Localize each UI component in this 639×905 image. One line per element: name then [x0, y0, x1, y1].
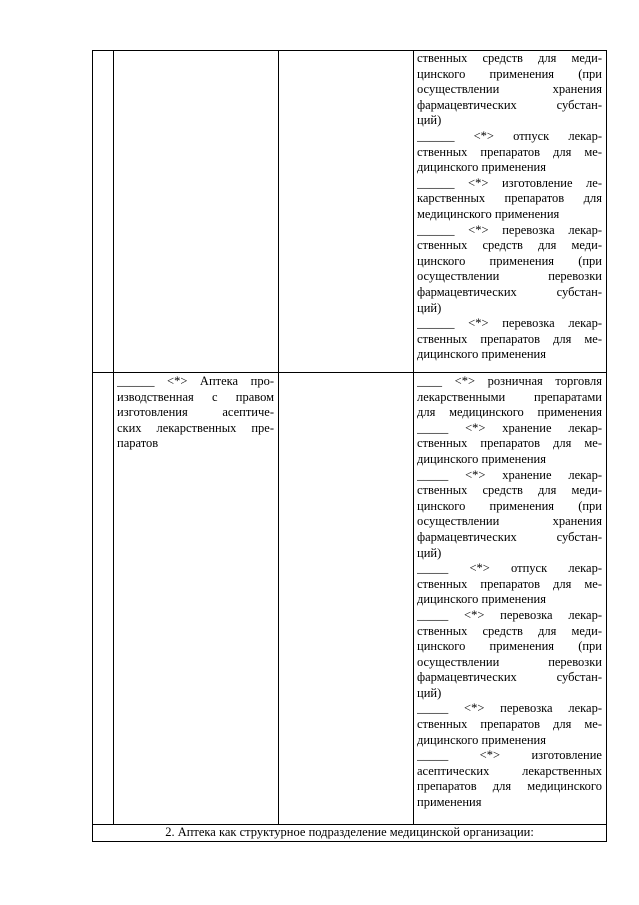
row1-activities-cell	[417, 51, 602, 363]
row1-activity-line: осуществлении хранения	[417, 82, 602, 97]
row1-activity-line: ______ <*> отпуск лекар-	[417, 128, 602, 143]
row1-activity-line: фармацевтических субстан-	[417, 97, 602, 112]
table-left-border	[92, 50, 93, 842]
row2-pharmacy-type-cell	[117, 374, 274, 452]
col-divider-1	[113, 50, 114, 824]
row1-activity-line: дицинского применения	[417, 160, 546, 175]
row2-activity-line: _____ <*> хранение лекар-	[417, 467, 602, 482]
row2-activity-line: цинского применения (при	[417, 639, 602, 654]
col-divider-2	[278, 50, 279, 824]
row2-activity-line: фармацевтических субстан-	[417, 529, 602, 544]
row2-activity-line: ций)	[417, 545, 442, 560]
row1-activity-line: ственных препаратов для ме-	[417, 144, 602, 159]
row2-pharmacy-type-line: изводственная с правом	[117, 389, 274, 404]
row2-activity-line: ственных препаратов для ме-	[417, 436, 602, 451]
row2-pharmacy-type-line: паратов	[117, 436, 159, 451]
row2-activity-line: ций)	[417, 685, 442, 700]
row2-activity-line: _____ <*> отпуск лекар-	[417, 561, 602, 576]
table-bottom-border	[92, 841, 607, 842]
row1-activity-line: дицинского применения	[417, 347, 546, 362]
row2-activity-line: _____ <*> перевозка лекар-	[417, 701, 602, 716]
row2-activity-line: цинского применения (при	[417, 498, 602, 513]
section-2-heading: 2. Аптека как структурное подразделение медицинской организации:	[165, 825, 534, 839]
row2-activity-line: фармацевтических субстан-	[417, 670, 602, 685]
row2-pharmacy-type-line: ских лекарственных пре-	[117, 420, 274, 435]
row2-activity-line: препаратов для медицинского	[417, 779, 602, 794]
row1-activity-line: осуществлении перевозки	[417, 269, 602, 284]
row2-activity-line: осуществлении перевозки	[417, 654, 602, 669]
row1-activity-line: ______ <*> перевозка лекар-	[417, 222, 602, 237]
row2-activity-line: _____ <*> изготовление	[417, 748, 602, 763]
row1-activity-line: ций)	[417, 113, 442, 128]
row1-activity-line: ственных средств для меди-	[417, 51, 602, 65]
row1-activity-line: ______ <*> изготовление ле-	[417, 175, 602, 190]
row1-activity-line: цинского применения (при	[417, 253, 602, 268]
row2-activity-line: _____ <*> перевозка лекар-	[417, 607, 602, 622]
row1-activity-line: цинского применения (при	[417, 66, 602, 81]
row1-activity-line: карственных препаратов для	[417, 191, 602, 206]
row2-activity-line: ____ <*> розничная торговля	[417, 374, 602, 388]
row2-activity-line: ственных препаратов для ме-	[417, 576, 602, 591]
row2-activity-line: осуществлении хранения	[417, 514, 602, 529]
row2-activity-line: _____ <*> хранение лекар-	[417, 420, 602, 435]
col-divider-3	[413, 50, 414, 824]
table-right-border	[606, 50, 607, 842]
row2-activity-line: дицинского применения	[417, 451, 546, 466]
row1-activity-line: медицинского применения	[417, 206, 560, 221]
row2-activity-line: ственных препаратов для ме-	[417, 717, 602, 732]
row2-activity-line: асептических лекарственных	[417, 763, 602, 778]
row-divider-1	[92, 372, 607, 373]
row1-activity-line: ______ <*> перевозка лекар-	[417, 316, 602, 331]
row1-activity-line: ственных средств для меди-	[417, 238, 602, 253]
row1-activity-line: ций)	[417, 300, 442, 315]
row1-activity-line: фармацевтических субстан-	[417, 284, 602, 299]
row2-activities-cell	[417, 374, 602, 811]
row2-activity-line: для медицинского применения	[417, 405, 602, 420]
row2-activity-line: лекарственными препаратами	[417, 389, 602, 404]
row2-activity-line: дицинского применения	[417, 592, 546, 607]
row2-activity-line: дицинского применения	[417, 732, 546, 747]
row1-activity-line: ственных препаратов для ме-	[417, 331, 602, 346]
row2-pharmacy-type-line: изготовления асептиче-	[117, 405, 274, 420]
row2-activity-line: ственных средств для меди-	[417, 623, 602, 638]
row2-pharmacy-type-line: ______ <*> Аптека про-	[117, 374, 274, 388]
row2-activity-line: применения	[417, 795, 482, 810]
row2-activity-line: ственных средств для меди-	[417, 483, 602, 498]
